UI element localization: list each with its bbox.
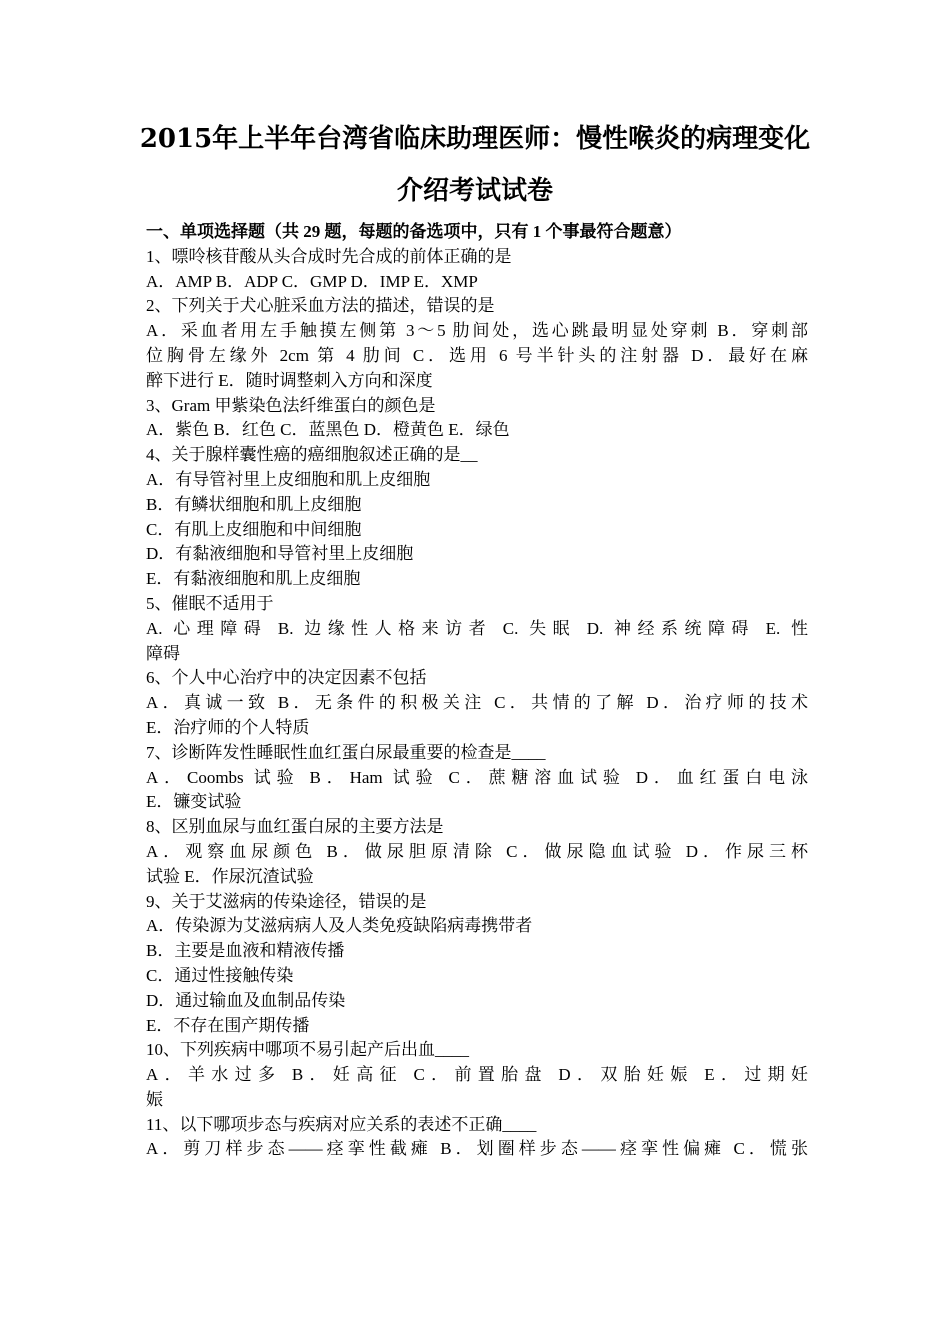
question-2-options-line-2: 位胸骨左缘外 2cm 第 4 肋间 C．选用 6 号半针头的注射器 D．最好在麻 [146, 345, 808, 365]
question-8-stem: 8、区别血尿与血红蛋白尿的主要方法是 [146, 817, 444, 837]
question-4-option-e: E．有黏液细胞和肌上皮细胞 [146, 569, 361, 589]
exam-content [146, 220, 808, 1162]
document-title-line-1: 2015年上半年台湾省临床助理医师：慢性喉炎的病理变化 [139, 124, 811, 154]
question-8-options-line-2: 试验 E．作尿沉渣试验 [146, 866, 314, 886]
question-8-options-line-1: A．观察血尿颜色 B．做尿胆原清除 C．做尿隐血试验 D．作尿三杯 [146, 841, 808, 861]
question-4-stem: 4、关于腺样囊性癌的癌细胞叙述正确的是__ [146, 445, 478, 465]
question-10-options-line-1: A．羊水过多 B．妊高征 C．前置胎盘 D．双胎妊娠 E．过期妊 [146, 1065, 808, 1085]
question-9-option-a: A．传染源为艾滋病病人及人类免疫缺陷病毒携带者 [146, 916, 533, 936]
question-2-stem: 2、下列关于犬心脏采血方法的描述，错误的是 [146, 296, 495, 316]
question-9-option-b: B．主要是血液和精液传播 [146, 941, 345, 961]
question-11-options-line-1: A．剪刀样步态——痉挛性截瘫 B．划圈样步态——痉挛性偏瘫 C．慌张 [146, 1139, 808, 1159]
question-1-stem: 1、嘌呤核苷酸从头合成时先合成的前体正确的是 [146, 246, 512, 266]
question-3-stem: 3、Gram 甲紫染色法纤维蛋白的颜色是 [146, 395, 436, 415]
question-6-stem: 6、个人中心治疗中的决定因素不包括 [146, 668, 427, 688]
question-9-option-e: E．不存在围产期传播 [146, 1015, 310, 1035]
question-9-option-c: C．通过性接触传染 [146, 965, 294, 985]
question-6-options-line-1: A．真诚一致 B．无条件的积极关注 C．共情的了解 D．治疗师的技术 [146, 693, 808, 713]
question-4-option-d: D．有黏液细胞和导管衬里上皮细胞 [146, 544, 414, 564]
question-7-options-line-2: E．镰变试验 [146, 792, 242, 812]
question-2-options-line-3: 醉下进行 E．随时调整刺入方向和深度 [146, 370, 433, 390]
question-4-option-c: C．有肌上皮细胞和中间细胞 [146, 519, 362, 539]
question-6-options-line-2: E．治疗师的个人特质 [146, 717, 310, 737]
question-5-stem: 5、催眠不适用于 [146, 593, 274, 613]
document-title-line-2: 介绍考试试卷 [396, 176, 553, 206]
question-10-stem: 10、下列疾病中哪项不易引起产后出血____ [146, 1040, 469, 1060]
question-5-options-line-1: A. 心理障碍 B. 边缘性人格来访者 C. 失眠 D. 神经系统障碍 E. 性 [146, 618, 808, 638]
question-5-options-line-2: 障碍 [146, 643, 180, 663]
question-1-options: A．AMP B．ADP C．GMP D．IMP E．XMP [146, 271, 478, 291]
question-2-options-line-1: A．采血者用左手触摸左侧第 3～5 肋间处，选心跳最明显处穿刺 B．穿刺部 [146, 321, 808, 341]
question-11-stem: 11、以下哪项步态与疾病对应关系的表述不正确____ [146, 1114, 537, 1134]
question-3-options: A．紫色 B．红色 C．蓝黑色 D．橙黄色 E．绿色 [146, 420, 510, 440]
question-9-option-d: D．通过输血及血制品传染 [146, 990, 346, 1010]
question-9-stem: 9、关于艾滋病的传染途径，错误的是 [146, 891, 427, 911]
section-heading: 一、单项选择题（共 29 题，每题的备选项中，只有 1 个事最符合题意） [146, 222, 682, 241]
question-7-options-line-1: A．Coombs 试验 B．Ham 试验 C．蔗糖溶血试验 D．血红蛋白电泳 [146, 767, 808, 787]
question-4-option-b: B．有鳞状细胞和肌上皮细胞 [146, 494, 362, 514]
question-4-option-a: A．有导管衬里上皮细胞和肌上皮细胞 [146, 469, 431, 489]
question-7-stem: 7、诊断阵发性睡眠性血红蛋白尿最重要的检查是____ [146, 742, 546, 762]
question-10-options-line-2: 娠 [146, 1089, 163, 1109]
